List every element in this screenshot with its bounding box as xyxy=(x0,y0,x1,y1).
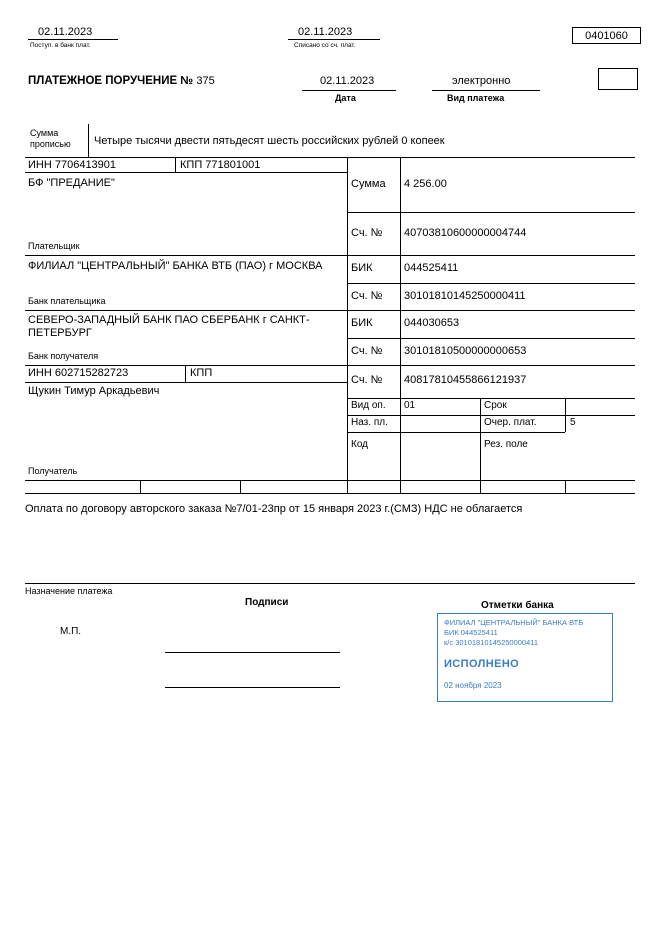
divider xyxy=(185,365,186,382)
divider xyxy=(347,212,635,213)
reserve-field-label: Рез. поле xyxy=(484,439,528,450)
debited-date: 02.11.2023 xyxy=(298,26,353,38)
purpose-code-label: Наз. пл. xyxy=(351,417,388,428)
payment-purpose-caption: Назначение платежа xyxy=(25,586,113,596)
document-number: 375 xyxy=(196,75,215,87)
payer-bank-caption: Банк плательщика xyxy=(28,296,106,306)
payer-account-label: Сч. № xyxy=(351,227,383,239)
divider xyxy=(140,480,141,493)
debited-date-caption: Списано со сч. плат. xyxy=(294,42,356,49)
divider xyxy=(400,157,401,493)
divider xyxy=(347,398,635,399)
priority-value: 5 xyxy=(570,417,576,428)
divider xyxy=(25,157,635,158)
payment-kind: электронно xyxy=(452,75,511,87)
received-date: 02.11.2023 xyxy=(38,26,93,38)
payee-account: 40817810455866121937 xyxy=(404,374,527,386)
payee-name: Щукин Тимур Аркадьевич xyxy=(28,385,160,397)
payee-account-label: Сч. № xyxy=(351,374,383,386)
payer-bank-bik-label: БИК xyxy=(351,262,373,274)
date-caption: Дата xyxy=(335,93,356,103)
divider xyxy=(25,583,635,584)
divider xyxy=(240,480,241,493)
divider xyxy=(347,338,635,339)
payer-kpp: КПП 771801001 xyxy=(180,159,261,171)
payee-caption: Получатель xyxy=(28,466,78,476)
payer-caption: Плательщик xyxy=(28,241,80,251)
amount-words-label: прописью xyxy=(30,139,71,149)
payment-purpose-text: Оплата по договору авторского заказа №7/01-23пр от 15 января 2023 г.(СМЗ) НДС не облагается xyxy=(25,503,523,515)
payee-bank-caption: Банк получателя xyxy=(28,351,99,361)
priority-label: Очер. плат. xyxy=(484,417,537,428)
term-label: Срок xyxy=(484,400,507,411)
divider xyxy=(302,90,396,91)
payer-account: 40703810600000004744 xyxy=(404,227,527,239)
divider xyxy=(347,415,635,416)
divider xyxy=(175,157,176,172)
payee-bank-bik: 044030653 xyxy=(404,317,460,329)
bank-marks-label: Отметки банка xyxy=(481,600,554,611)
document-date: 02.11.2023 xyxy=(320,75,375,87)
divider xyxy=(25,480,635,481)
op-kind-label: Вид оп. xyxy=(351,400,386,411)
payee-kpp-label: КПП xyxy=(190,367,213,379)
op-kind-value: 01 xyxy=(404,400,416,411)
payee-bank-bik-label: БИК xyxy=(351,317,373,329)
document-title xyxy=(28,75,215,89)
received-date-caption: Поступ. в банк плат. xyxy=(30,42,91,49)
signature-line xyxy=(165,652,340,653)
stamp-place-label: М.П. xyxy=(60,626,82,637)
stamp-bik: БИК 044525411 xyxy=(444,628,498,638)
stamp-bank-name: ФИЛИАЛ "ЦЕНТРАЛЬНЫЙ" БАНКА ВТБ xyxy=(444,618,584,627)
divider xyxy=(88,124,89,157)
payer-bank-name: ФИЛИАЛ "ЦЕНТРАЛЬНЫЙ" БАНКА ВТБ (ПАО) г МОСКВА xyxy=(28,260,323,272)
stamp-date: 02 ноября 2023 xyxy=(444,681,502,691)
bank-stamp xyxy=(437,613,613,702)
amount-words-label: Сумма xyxy=(30,128,59,138)
divider xyxy=(480,398,481,493)
divider xyxy=(565,480,566,493)
document-title-label: ПЛАТЕЖНОЕ ПОРУЧЕНИЕ № xyxy=(28,75,194,87)
payer-bank-account-label: Сч. № xyxy=(351,290,383,302)
divider xyxy=(25,365,635,366)
payee-bank-account-label: Сч. № xyxy=(351,345,383,357)
divider xyxy=(28,39,118,40)
divider xyxy=(25,255,635,256)
payment-kind-caption: Вид платежа xyxy=(447,93,505,103)
divider xyxy=(565,398,566,432)
divider xyxy=(432,90,540,91)
divider xyxy=(347,157,348,493)
divider xyxy=(25,382,347,383)
payee-inn: ИНН 602715282723 xyxy=(28,367,129,379)
payee-bank-account: 30101810500000000653 xyxy=(404,345,527,357)
amount-in-words: Четыре тысячи двести пятьдесят шесть российских рублей 0 копеек xyxy=(94,135,445,147)
payer-bank-bik: 044525411 xyxy=(404,262,459,274)
signature-line xyxy=(165,687,340,688)
divider xyxy=(288,39,380,40)
form-code: 0401060 xyxy=(585,29,628,42)
amount-label: Сумма xyxy=(351,178,386,190)
signatures-label: Подписи xyxy=(245,597,289,608)
stamp-status: ИСПОЛНЕНО xyxy=(444,658,520,671)
payee-bank-name: СЕВЕРО-ЗАПАДНЫЙ БАНК ПАО СБЕРБАНК г САНКТ-ПЕТЕРБУРГ xyxy=(28,314,310,340)
divider xyxy=(347,283,635,284)
payer-name: БФ "ПРЕДАНИЕ" xyxy=(28,177,115,189)
status-box xyxy=(598,68,638,90)
payer-inn: ИНН 7706413901 xyxy=(28,159,117,171)
payer-bank-account: 30101810145250000411 xyxy=(404,290,526,302)
form-code-box xyxy=(572,27,641,44)
amount-value: 4 256.00 xyxy=(404,178,447,190)
divider xyxy=(347,432,565,433)
stamp-corr-account: к/с 30101810145250000411 xyxy=(444,638,539,648)
divider xyxy=(25,310,635,311)
divider xyxy=(25,493,635,494)
code-label: Код xyxy=(351,439,369,450)
